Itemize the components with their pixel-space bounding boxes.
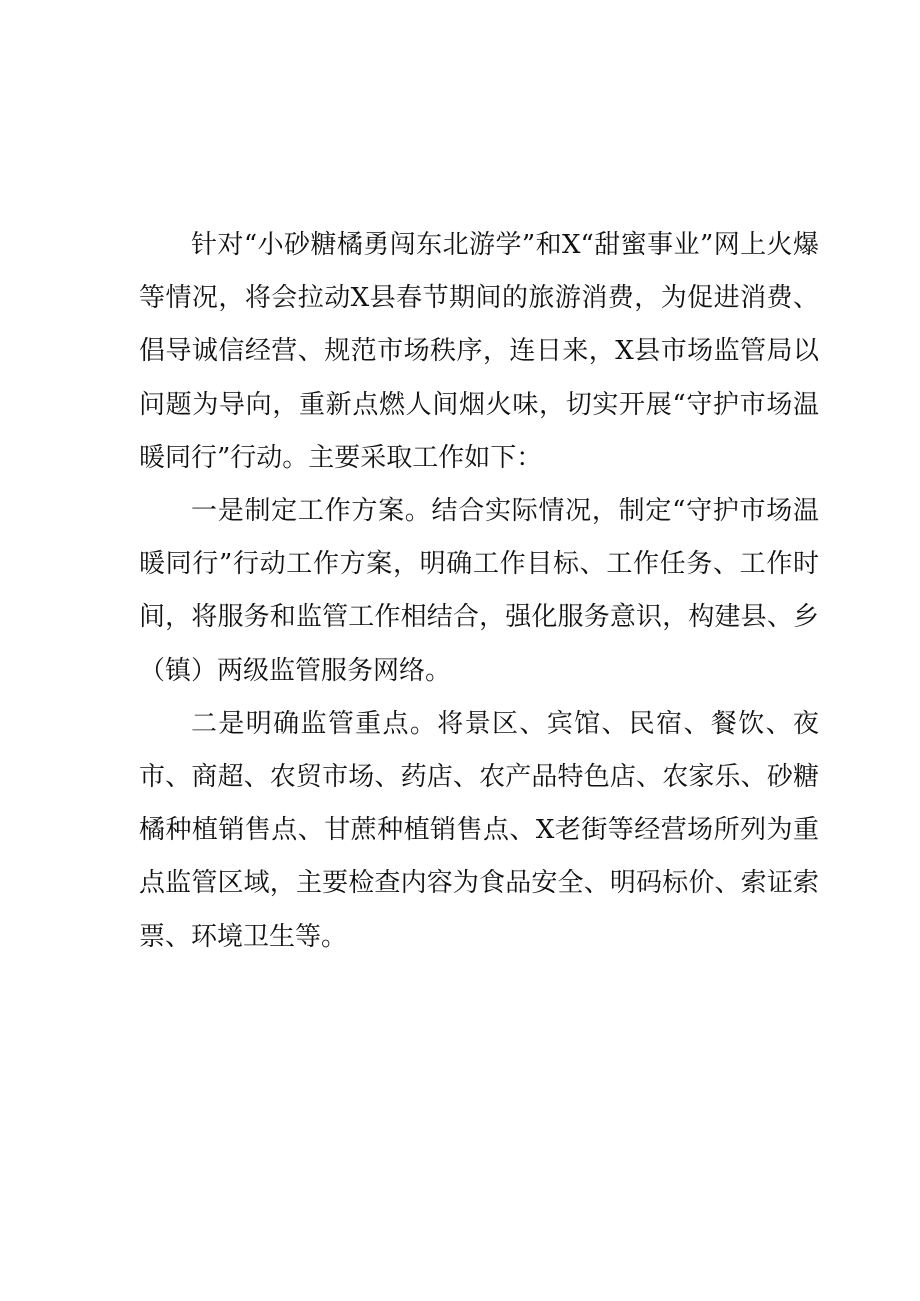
paragraph-supervision-focus: 二是明确监管重点。将景区、宾馆、民宿、餐饮、夜市、商超、农贸市场、药店、农产品特色店、农家乐、砂糖橘种植销售点、甘蔗种植销售点、X老街等经营场所列为重点监管区域，主要检查内容为食品安全、明码标价、索证索票、环境卫生等。 — [139, 708, 819, 952]
paragraph-intro: 针对“小砂糖橘勇闯东北游学”和X“甜蜜事业”网上火爆等情况，将会拉动X县春节期间的旅游消费，为促进消费、倡导诚信经营、规范市场秩序，连日来，X县市场监管局以问题为导向，重新点燃人间烟火味，切实开展“守护市场温暖同行”行动。主要采取工作如下： — [139, 230, 819, 473]
document-body — [139, 219, 819, 964]
paragraph-work-plan: 一是制定工作方案。结合实际情况，制定“守护市场温暖同行”行动工作方案，明确工作目标、工作任务、工作时间，将服务和监管工作相结合，强化服务意识，构建县、乡（镇）两级监管服务网络。 — [139, 496, 819, 686]
